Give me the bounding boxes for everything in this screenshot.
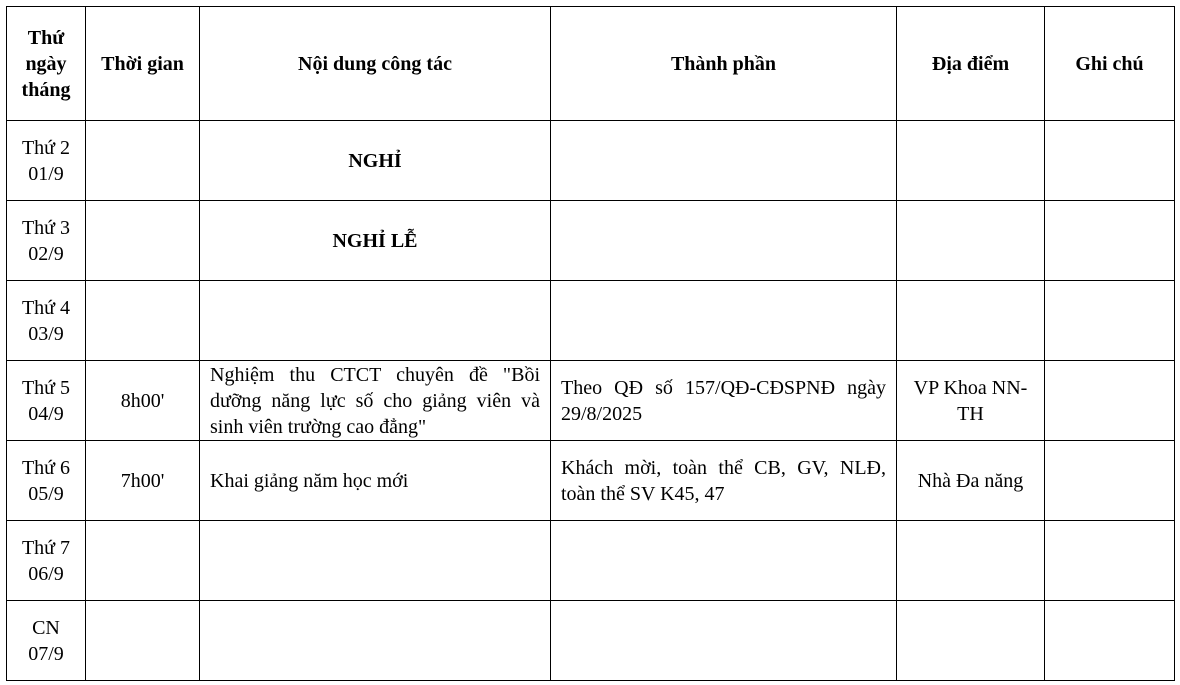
note-cell — [1045, 361, 1175, 441]
date: 03/9 — [28, 322, 64, 345]
header-day — [7, 7, 86, 121]
time-cell — [86, 521, 200, 601]
table-row — [7, 201, 1175, 281]
day-cell — [7, 361, 86, 441]
day-cell — [7, 281, 86, 361]
day-cell — [7, 201, 86, 281]
weekday: CN — [32, 616, 60, 639]
weekday: Thứ 7 — [21, 536, 71, 559]
table-row — [7, 121, 1175, 201]
weekday: Thứ 6 — [21, 456, 71, 479]
location-cell — [897, 281, 1045, 361]
weekday: Thứ 5 — [21, 376, 71, 399]
content-cell: NGHỈ LỄ — [200, 201, 551, 281]
table-row — [7, 361, 1175, 441]
schedule-table — [6, 6, 1175, 681]
header-day-line-2: ngày — [25, 52, 67, 75]
date: 06/9 — [28, 562, 64, 585]
weekday: Thứ 3 — [21, 216, 71, 239]
table-row — [7, 521, 1175, 601]
weekday: Thứ 4 — [21, 296, 71, 319]
content-cell: NGHỈ — [200, 121, 551, 201]
time-cell — [86, 281, 200, 361]
date: 04/9 — [28, 402, 64, 425]
content-cell — [200, 521, 551, 601]
time-cell — [86, 601, 200, 681]
location-cell — [897, 521, 1045, 601]
content-cell: Nghiệm thu CTCT chuyên đề "Bồi dưỡng năng lực số cho giảng viên và sinh viên trường cao đẳng" — [200, 361, 551, 441]
participants-cell — [551, 521, 897, 601]
header-location: Địa điểm — [897, 7, 1045, 121]
participants-cell — [551, 601, 897, 681]
table-row — [7, 281, 1175, 361]
note-cell — [1045, 201, 1175, 281]
participants-cell — [551, 281, 897, 361]
header-day-line-3: tháng — [21, 78, 71, 101]
table-row — [7, 601, 1175, 681]
day-cell — [7, 121, 86, 201]
note-cell — [1045, 441, 1175, 521]
content-cell — [200, 601, 551, 681]
date: 02/9 — [28, 242, 64, 265]
day-cell — [7, 441, 86, 521]
day-cell — [7, 521, 86, 601]
location-cell — [897, 201, 1045, 281]
header-row — [7, 7, 1175, 121]
header-day-line-1: Thứ — [27, 26, 65, 49]
weekday: Thứ 2 — [21, 136, 71, 159]
location-cell — [897, 601, 1045, 681]
header-content: Nội dung công tác — [200, 7, 551, 121]
location-cell — [897, 121, 1045, 201]
note-cell — [1045, 281, 1175, 361]
participants-cell — [551, 201, 897, 281]
participants-cell — [551, 121, 897, 201]
time-cell: 7h00' — [86, 441, 200, 521]
content-cell — [200, 281, 551, 361]
header-note: Ghi chú — [1045, 7, 1175, 121]
content-cell: Khai giảng năm học mới — [200, 441, 551, 521]
time-cell — [86, 201, 200, 281]
time-cell: 8h00' — [86, 361, 200, 441]
header-time: Thời gian — [86, 7, 200, 121]
date: 05/9 — [28, 482, 64, 505]
note-cell — [1045, 521, 1175, 601]
time-cell — [86, 121, 200, 201]
header-participants: Thành phần — [551, 7, 897, 121]
participants-cell: Khách mời, toàn thể CB, GV, NLĐ, toàn thể SV K45, 47 — [551, 441, 897, 521]
table-row — [7, 441, 1175, 521]
participants-cell: Theo QĐ số 157/QĐ-CĐSPNĐ ngày 29/8/2025 — [551, 361, 897, 441]
note-cell — [1045, 121, 1175, 201]
location-cell: VP Khoa NN-TH — [897, 361, 1045, 441]
location-cell: Nhà Đa năng — [897, 441, 1045, 521]
note-cell — [1045, 601, 1175, 681]
day-cell — [7, 601, 86, 681]
date: 07/9 — [28, 642, 64, 665]
date: 01/9 — [28, 162, 64, 185]
